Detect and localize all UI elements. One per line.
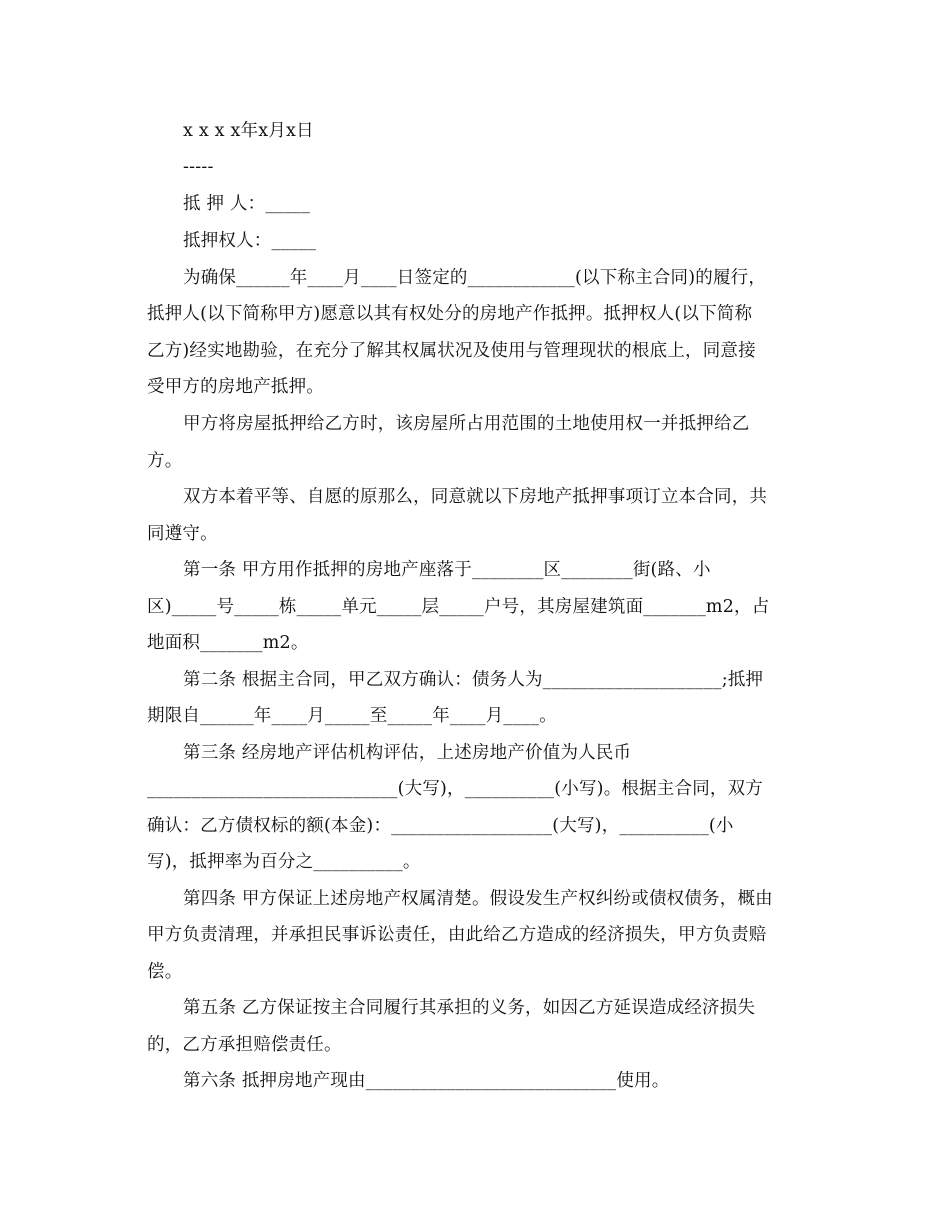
article-3-line: 写)，抵押率为百分之__________。: [147, 852, 421, 872]
article-2-line: 期限自______年____月_____至_____年____月____。: [147, 706, 557, 726]
article-4-line: 第四条 甲方保证上述房地产权属清楚。假设发生产权纠纷或债权债务，概由: [183, 889, 773, 909]
paragraph-line: 为确保______年____月____日签定的____________(以下称主合同)的履行，: [183, 268, 767, 288]
paragraph-line: 乙方)经实地勘验，在充分了解其权属状况及使用与管理现状的根底上，同意接: [147, 341, 756, 361]
separator: -----: [183, 157, 214, 177]
mortgagee-field: 抵押权人：_____: [183, 231, 317, 251]
paragraph-line: 甲方将房屋抵押给乙方时，该房屋所占用范围的土地使用权一并抵押给乙: [183, 414, 750, 434]
article-4-line: 甲方负责清理，并承担民事诉讼责任，由此给乙方造成的经济损失，甲方负责赔: [147, 925, 767, 945]
article-3-line: 第三条 经房地产评估机构评估，上述房地产价值为人民币: [183, 743, 632, 763]
article-1-line: 地面积_______m2。: [147, 633, 309, 653]
date-line: x x x x年x月x日: [183, 121, 314, 141]
paragraph-line: 双方本着平等、自愿的原那么，同意就以下房地产抵押事项订立本合同，共: [183, 487, 768, 507]
article-3-line: 确认：乙方债权标的额(本金)：__________________(大写)，__________(小: [147, 816, 734, 836]
article-1-line: 第一条 甲方用作抵押的房地产座落于________区________街(路、小: [183, 560, 711, 580]
paragraph-line: 同遵守。: [147, 524, 218, 544]
mortgagor-field: 抵 押 人：_____: [183, 194, 311, 214]
article-2-line: 第二条 根据主合同，甲乙双方确认：债务人为____________________;抵押: [183, 670, 764, 690]
paragraph-line: 受甲方的房地产抵押。: [147, 377, 324, 397]
article-3-line: ____________________________(大写)，__________(小写)。根据主合同，双方: [147, 779, 764, 799]
article-6-line: 第六条 抵押房地产现由____________________________使用。: [183, 1071, 670, 1091]
article-4-line: 偿。: [147, 962, 183, 982]
paragraph-line: 抵押人(以下简称甲方)愿意以其有权处分的房地产作抵押。抵押权人(以下简称: [147, 304, 753, 324]
article-1-line: 区)_____号_____栋_____单元_____层_____户号，其房屋建筑面_______m2，占: [147, 597, 770, 617]
article-5-line: 第五条 乙方保证按主合同履行其承担的义务，如因乙方延误造成经济损失: [183, 998, 756, 1018]
paragraph-line: 方。: [147, 451, 183, 471]
article-5-line: 的，乙方承担赔偿责任。: [147, 1035, 342, 1055]
